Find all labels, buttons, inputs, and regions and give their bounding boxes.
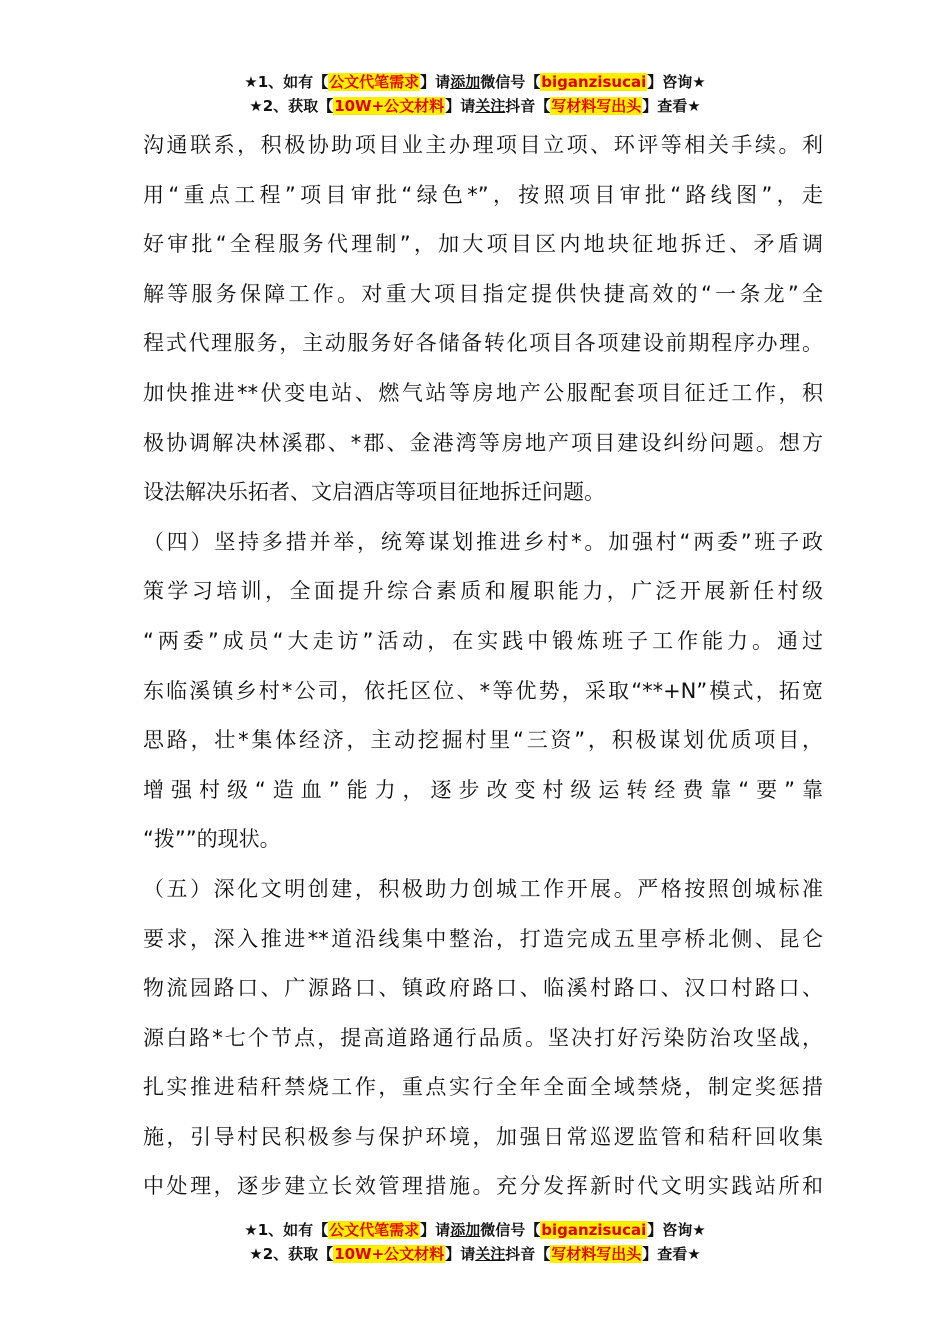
douyin-account: 写材料写出头 (551, 97, 642, 115)
text-line: 思路，壮*集体经济，主动挖掘村里“三资”，积极谋划优质项目， (143, 728, 823, 753)
top-banner (0, 70, 950, 118)
banner-line-1 (0, 70, 950, 94)
text-line: 中处理，逐步建立长效管理措施。充分发挥新时代文明实践站所和 (143, 1174, 823, 1199)
document-body (143, 121, 823, 1212)
text-line: 策学习培训，全面提升综合素质和履职能力，广泛开展新任村级 (143, 579, 823, 604)
text-line: 源白路*七个节点，提高道路通行品质。坚决打好污染防治攻坚战， (143, 1025, 823, 1050)
text-line: 好审批“全程服务代理制”，加大项目区内地块征地拆迁、矛盾调 (143, 232, 823, 257)
banner-text: ★2、获取【 (249, 97, 334, 115)
banner-text: 】查看★ (642, 97, 701, 115)
underlined-text: 添加 (450, 73, 481, 91)
underlined-text: 添加 (450, 1221, 481, 1239)
text-line: 程式代理服务，主动服务好各储备转化项目各项建设前期程序办理。 (143, 331, 823, 356)
text-line: 扎实推进秸秆禁烧工作，重点实行全年全面全域禁烧，制定奖惩措 (143, 1075, 823, 1100)
text-line: 物流园路口、广源路口、镇政府路口、临溪村路口、汉口村路口、 (143, 976, 823, 1001)
text-line: 沟通联系，积极协助项目业主办理项目立项、环评等相关手续。利 (143, 133, 823, 157)
highlight-text: 10W+公文材料 (334, 1245, 445, 1263)
text-line: （四）坚持多措并举，统筹谋划推进乡村*。加强村“两委”班子政 (143, 529, 823, 554)
banner-text: ★1、如有【 (244, 73, 329, 91)
text-line: “两委”成员“大走访”活动，在实践中锻炼班子工作能力。通过 (143, 628, 823, 653)
banner-text: ★1、如有【 (244, 1221, 329, 1239)
banner-text: 】咨询★ (647, 73, 706, 91)
text-line: 东临溪镇乡村*公司，依托区位、*等优势，采取“**+N”模式，拓宽 (143, 678, 823, 703)
text-line: 施，引导村民积极参与保护环境，加强日常巡逻监管和秸秆回收集 (143, 1124, 823, 1149)
text-line: 用“重点工程”项目审批“绿色*”，按照项目审批“路线图”，走 (143, 182, 823, 207)
wechat-id: biganzisucai (541, 73, 647, 91)
wechat-id: biganzisucai (541, 1221, 647, 1239)
banner-text: 】请 (420, 1221, 451, 1239)
text-line: 极协调解决林溪郡、*郡、金港湾等房地产项目建设纠纷问题。想方 (143, 430, 823, 455)
highlight-text: 公文代笔需求 (329, 1221, 420, 1239)
banner-line-1 (0, 1218, 950, 1242)
banner-text: 】查看★ (642, 1245, 701, 1263)
banner-text: 】请 (445, 97, 476, 115)
text-line: 要求，深入推进**道沿线集中整治，打造完成五里亭桥北侧、昆仑 (143, 926, 823, 951)
text-line: 解等服务保障工作。对重大项目指定提供快捷高效的“一条龙”全 (143, 281, 823, 306)
douyin-account: 写材料写出头 (551, 1245, 642, 1263)
text-line: 增强村级“造血”能力，逐步改变村级运转经费靠“要”靠 (143, 777, 823, 802)
bottom-banner (0, 1218, 950, 1266)
underlined-text: 关注 (475, 97, 506, 115)
text-line: “拨””的现状。 (143, 827, 281, 852)
banner-text: 】请 (445, 1245, 476, 1263)
banner-line-2 (0, 94, 950, 118)
banner-text: ★2、获取【 (249, 1245, 334, 1263)
text-line: 加快推进**伏变电站、燃气站等房地产公服配套项目征迁工作，积 (143, 380, 823, 405)
highlight-text: 公文代笔需求 (329, 73, 420, 91)
banner-text: 】请 (420, 73, 451, 91)
highlight-text: 10W+公文材料 (334, 97, 445, 115)
banner-text: 微信号【 (480, 1221, 541, 1239)
banner-line-2 (0, 1242, 950, 1266)
text-line: 设法解决乐拓者、文启酒店等项目征地拆迁问题。 (143, 480, 605, 505)
banner-text: 微信号【 (480, 73, 541, 91)
banner-text: 抖音【 (505, 97, 551, 115)
underlined-text: 关注 (475, 1245, 506, 1263)
text-line: （五）深化文明创建，积极助力创城工作开展。严格按照创城标准 (143, 876, 823, 901)
banner-text: 抖音【 (505, 1245, 551, 1263)
banner-text: 】咨询★ (647, 1221, 706, 1239)
